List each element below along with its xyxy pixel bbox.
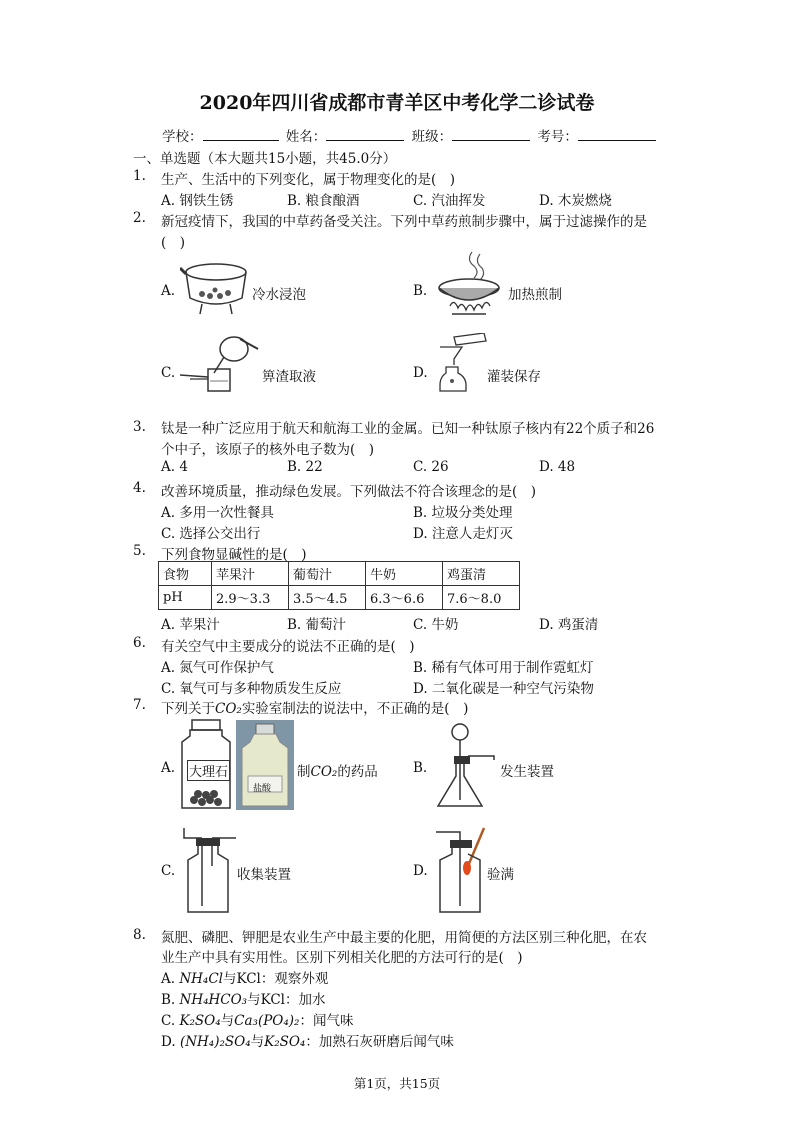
page-title: 2020年四川省成都市青羊区中考化学二诊试卷 — [199, 92, 595, 114]
table-cell: 7.6～8.0 — [443, 586, 520, 610]
q8-c-formula: K₂SO₄ — [179, 1013, 221, 1029]
q7-option-d: D. — [413, 863, 428, 879]
q3-stem-line2: 个中子，该原子的核外电子数为( ) — [161, 442, 375, 458]
marble-jar-label: 大理石 — [187, 760, 230, 781]
table-cell: 牛奶 — [366, 562, 443, 586]
q8-option-b — [161, 988, 325, 1008]
q2-option-c: C. — [161, 365, 176, 381]
q5-stem: 下列食物显碱性的是( ) — [161, 547, 307, 563]
q7-number: 7. — [133, 697, 146, 713]
q5-number: 5. — [133, 543, 146, 559]
q8-d-mid: 与 — [250, 1034, 265, 1050]
q1-stem: 生产、生活中的下列变化，属于物理变化的是( ) — [161, 172, 456, 188]
soaking-pot-illustration — [180, 258, 250, 318]
q4-option-b: B. 垃圾分类处理 — [413, 505, 513, 521]
q8-d-letter: D. — [161, 1034, 180, 1050]
q3-option-a: A. 4 — [161, 459, 188, 475]
q8-option-c — [161, 1009, 353, 1029]
q4-option-d: D. 注意人走灯灭 — [413, 526, 513, 542]
table-cell: 食物 — [159, 562, 212, 586]
q8-option-d — [161, 1030, 454, 1050]
class-blank — [452, 127, 530, 141]
q7-a-label-formula: CO₂ — [310, 764, 338, 780]
q8-c-mid: 与 — [220, 1013, 235, 1029]
bottling-illustration — [432, 333, 492, 393]
q2-option-c-label: 箅渣取液 — [262, 369, 316, 385]
q5-option-a: A. 苹果汁 — [161, 617, 220, 633]
gas-generator-illustration — [434, 720, 500, 810]
section-heading: 一、单选题（本大题共15小题，共45.0分） — [133, 151, 397, 167]
table-row — [159, 586, 520, 610]
q7-option-d-label: 验满 — [487, 867, 514, 883]
q8-a-letter: A. — [161, 971, 180, 987]
q1-option-d: D. 木炭燃烧 — [539, 193, 612, 209]
q7-stem-formula: CO₂ — [215, 701, 242, 717]
exam-no-blank — [578, 127, 656, 141]
q8-stem-line1: 氮肥、磷肥、钾肥是农业生产中最主要的化肥，用简便的方法区别三种化肥，在农 — [161, 930, 647, 946]
q7-a-label-post: 的药品 — [337, 764, 378, 780]
q7-option-b: B. — [413, 760, 428, 776]
table-cell: 苹果汁 — [212, 562, 289, 586]
table-cell: 鸡蛋清 — [443, 562, 520, 586]
q2-option-d: D. — [413, 365, 428, 381]
q7-a-label-pre: 制 — [297, 764, 311, 780]
q7-option-a-label — [297, 760, 378, 780]
q8-b-letter: B. — [161, 992, 180, 1008]
q1-option-b: B. 粮食酿酒 — [287, 193, 360, 209]
name-blank — [326, 127, 404, 141]
filtering-illustration — [180, 333, 260, 393]
q8-d-formula: (NH₄)₂SO₄ — [179, 1034, 251, 1050]
q1-number: 1. — [133, 168, 146, 184]
q2-option-a: A. — [161, 283, 176, 299]
q7-stem-post: 实验室制法的说法中，不正确的是( ) — [241, 701, 469, 717]
q2-stem-line2: ( ) — [161, 235, 186, 251]
q3-option-d: D. 48 — [539, 459, 576, 475]
q7-stem-pre: 下列关于 — [161, 701, 215, 717]
q2-option-b: B. — [413, 283, 428, 299]
q6-number: 6. — [133, 635, 146, 651]
q6-stem: 有关空气中主要成分的说法不正确的是( ) — [161, 639, 415, 655]
q8-d-text: ：加熟石灰研磨后闻气味 — [305, 1034, 454, 1050]
q8-c-formula2: Ca₃(PO₄)₂ — [234, 1013, 300, 1029]
q4-number: 4. — [133, 480, 146, 496]
q5-option-c: C. 牛奶 — [413, 617, 459, 633]
hydrochloric-acid-bottle-photo — [236, 720, 294, 810]
q8-number: 8. — [133, 927, 146, 943]
q8-option-a — [161, 967, 328, 987]
q1-option-c: C. 汽油挥发 — [413, 193, 486, 209]
class-label: 班级： — [411, 129, 453, 145]
q2-number: 2. — [133, 210, 146, 226]
q7-stem — [161, 697, 468, 717]
q8-b-formula: NH₄HCO₃ — [179, 992, 248, 1008]
q2-stem-line1: 新冠疫情下，我国的中草药备受关注。下列中草药煎制步骤中，属于过滤操作的是 — [161, 214, 647, 230]
page-footer: 第1页，共15页 — [353, 1076, 441, 1091]
table-cell: 3.5～4.5 — [289, 586, 366, 610]
q7-option-b-label: 发生装置 — [500, 764, 554, 780]
q2-option-b-label: 加热煎制 — [508, 287, 562, 303]
student-info-line — [162, 125, 659, 145]
q7-option-a: A. — [161, 760, 176, 776]
school-label: 学校： — [162, 129, 203, 145]
q3-stem-line1: 钛是一种广泛应用于航天和航海工业的金属。已知一种钛原子核内有22个质子和26 — [161, 421, 655, 437]
table-cell: pH — [159, 586, 212, 610]
table-cell: 2.9～3.3 — [212, 586, 289, 610]
q7-option-c: C. — [161, 863, 176, 879]
table-cell: 葡萄汁 — [289, 562, 366, 586]
q1-option-a: A. 钢铁生锈 — [161, 193, 234, 209]
exam-no-label: 考号： — [537, 129, 578, 145]
q6-option-b: B. 稀有气体可用于制作霓虹灯 — [413, 660, 594, 676]
q3-number: 3. — [133, 419, 146, 435]
q4-stem: 改善环境质量，推动绿色发展。下列做法不符合该理念的是( ) — [161, 484, 537, 500]
q8-d-formula2: K₂SO₄ — [264, 1034, 306, 1050]
q3-option-c: C. 26 — [413, 459, 449, 475]
acid-bottle-label: 盐酸 — [253, 784, 272, 794]
q5-option-b: B. 葡萄汁 — [287, 617, 347, 633]
school-blank — [203, 127, 279, 141]
q5-option-d: D. 鸡蛋清 — [539, 617, 599, 633]
q6-option-d: D. 二氧化碳是一种空气污染物 — [413, 681, 594, 697]
q4-option-c: C. 选择公交出行 — [161, 526, 261, 542]
q8-c-letter: C. — [161, 1013, 180, 1029]
q2-option-a-label: 冷水浸泡 — [252, 287, 306, 303]
table-cell: 6.3～6.6 — [366, 586, 443, 610]
q8-a-text: 与KCl：观察外观 — [223, 971, 329, 987]
ph-table — [158, 561, 520, 610]
q4-option-a: A. 多用一次性餐具 — [161, 505, 274, 521]
gas-collection-illustration — [180, 826, 238, 914]
q8-b-text: 与KCl：加水 — [247, 992, 326, 1008]
q7-option-c-label: 收集装置 — [237, 867, 291, 883]
q2-option-d-label: 灌装保存 — [487, 369, 541, 385]
q6-option-c: C. 氧气可与多种物质发生反应 — [161, 681, 342, 697]
q6-option-a: A. 氮气可作保护气 — [161, 660, 274, 676]
name-label: 姓名： — [285, 129, 327, 145]
q8-stem-line2: 业生产中具有实用性。区别下列相关化肥的方法可行的是( ) — [161, 950, 523, 966]
q8-a-formula: NH₄Cl — [179, 971, 223, 987]
heating-pot-illustration — [432, 250, 507, 322]
table-row — [159, 562, 520, 586]
q8-c-text: ：闻气味 — [299, 1013, 354, 1029]
verify-full-illustration — [432, 826, 488, 914]
q3-option-b: B. 22 — [287, 459, 323, 475]
